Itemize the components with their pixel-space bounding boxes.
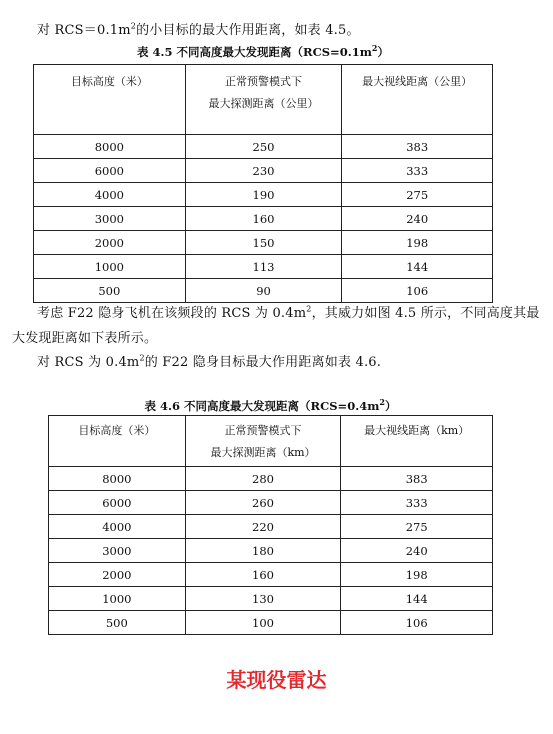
table-cell: 198 <box>341 563 493 587</box>
header-detection-range <box>185 416 341 467</box>
header-detection-line-2: 最大探测距离（公里） <box>208 97 319 110</box>
table-cell: 240 <box>342 207 493 231</box>
table-cell: 280 <box>185 467 341 491</box>
table-cell: 106 <box>342 279 493 303</box>
table-cell: 2000 <box>34 231 186 255</box>
caption-suffix: ） <box>384 399 397 413</box>
table-cell: 500 <box>34 279 186 303</box>
header-detection-line-2: 最大探测距离（km） <box>210 446 316 459</box>
paragraph-text-suffix: ，其威力如图 4.5 所示，不同高度其最 <box>311 306 540 321</box>
paragraph-line-1 <box>37 302 540 321</box>
paragraph-line-3-suffix: 的 F22 隐身目标最大作用距离如表 4.6. <box>144 355 382 370</box>
header-target-altitude: 目标高度（米） <box>34 65 186 135</box>
table-cell: 260 <box>185 491 341 515</box>
table-cell: 333 <box>341 491 493 515</box>
table-4-5 <box>33 64 493 303</box>
table-row <box>34 255 493 279</box>
table-cell: 500 <box>49 611 186 635</box>
table-cell: 100 <box>185 611 341 635</box>
table-row <box>49 539 493 563</box>
header-detection-range <box>185 65 342 135</box>
table-4-6 <box>48 415 493 635</box>
footer-title: 某现役雷达 <box>226 668 327 692</box>
header-target-altitude: 目标高度（米） <box>49 416 186 467</box>
table-row <box>34 231 493 255</box>
table-row <box>34 207 493 231</box>
table-cell: 150 <box>185 231 342 255</box>
header-detection-line-1: 正常预警模式下 <box>225 75 302 88</box>
paragraph-line-3 <box>37 351 381 370</box>
table-cell: 230 <box>185 159 342 183</box>
table-cell: 198 <box>342 231 493 255</box>
intro-line <box>37 19 360 38</box>
paragraph-line-3-superscript: 2 <box>139 353 145 363</box>
table-4-5-caption <box>33 44 493 60</box>
table-cell: 144 <box>342 255 493 279</box>
table-cell: 113 <box>185 255 342 279</box>
table-cell: 2000 <box>49 563 186 587</box>
table-cell: 180 <box>185 539 341 563</box>
table-cell: 190 <box>185 183 342 207</box>
table-row <box>49 491 493 515</box>
table-cell: 4000 <box>34 183 186 207</box>
paragraph-superscript: 2 <box>306 304 312 314</box>
table-header-row <box>49 416 493 467</box>
caption-prefix: 表 4.6 不同高度最大发现距离（RCS=0.4m <box>144 399 380 413</box>
table-cell: 90 <box>185 279 342 303</box>
intro-text-prefix: 对 RCS＝0.1m <box>37 23 131 38</box>
intro-superscript: 2 <box>130 21 137 31</box>
header-line-of-sight: 最大视线距离（公里） <box>342 65 493 135</box>
table-cell: 1000 <box>49 587 186 611</box>
table-cell: 130 <box>185 587 341 611</box>
table-cell: 275 <box>341 515 493 539</box>
table-cell: 1000 <box>34 255 186 279</box>
table-4-6-caption <box>48 398 493 414</box>
caption-superscript: 2 <box>371 43 378 54</box>
intro-text-suffix: 的小目标的最大作用距离，如表 4.5。 <box>136 23 360 38</box>
table-row <box>49 587 493 611</box>
table-cell: 250 <box>185 135 342 159</box>
table-cell: 6000 <box>34 159 186 183</box>
table-cell: 383 <box>342 135 493 159</box>
table-cell: 220 <box>185 515 341 539</box>
table-row <box>49 563 493 587</box>
table-cell: 333 <box>342 159 493 183</box>
table-row <box>34 279 493 303</box>
table-cell: 3000 <box>49 539 186 563</box>
table-row <box>49 611 493 635</box>
table-cell: 160 <box>185 207 342 231</box>
header-line-of-sight: 最大视线距离（km） <box>341 416 493 467</box>
table-cell: 275 <box>342 183 493 207</box>
table-cell: 4000 <box>49 515 186 539</box>
header-detection-line-1: 正常预警模式下 <box>224 424 302 437</box>
table-row <box>34 159 493 183</box>
paragraph-line-2: 大发现距离如下表所示。 <box>12 331 158 346</box>
table-row <box>34 183 493 207</box>
table-cell: 160 <box>185 563 341 587</box>
paragraph-line-3-prefix: 对 RCS 为 0.4m <box>37 355 140 370</box>
caption-prefix: 表 4.5 不同高度最大发现距离（RCS=0.1m <box>137 45 372 59</box>
table-row <box>49 515 493 539</box>
table-row <box>34 135 493 159</box>
table-cell: 144 <box>341 587 493 611</box>
table-row <box>49 467 493 491</box>
paragraph-text-prefix: 考虑 F22 隐身飞机在该频段的 RCS 为 0.4m <box>37 306 307 321</box>
table-cell: 8000 <box>34 135 186 159</box>
caption-superscript: 2 <box>379 397 385 408</box>
table-cell: 8000 <box>49 467 186 491</box>
table-cell: 106 <box>341 611 493 635</box>
table-header-row <box>34 65 493 135</box>
table-cell: 383 <box>341 467 493 491</box>
table-cell: 3000 <box>34 207 186 231</box>
table-cell: 240 <box>341 539 493 563</box>
table-cell: 6000 <box>49 491 186 515</box>
caption-suffix: ） <box>377 45 389 59</box>
